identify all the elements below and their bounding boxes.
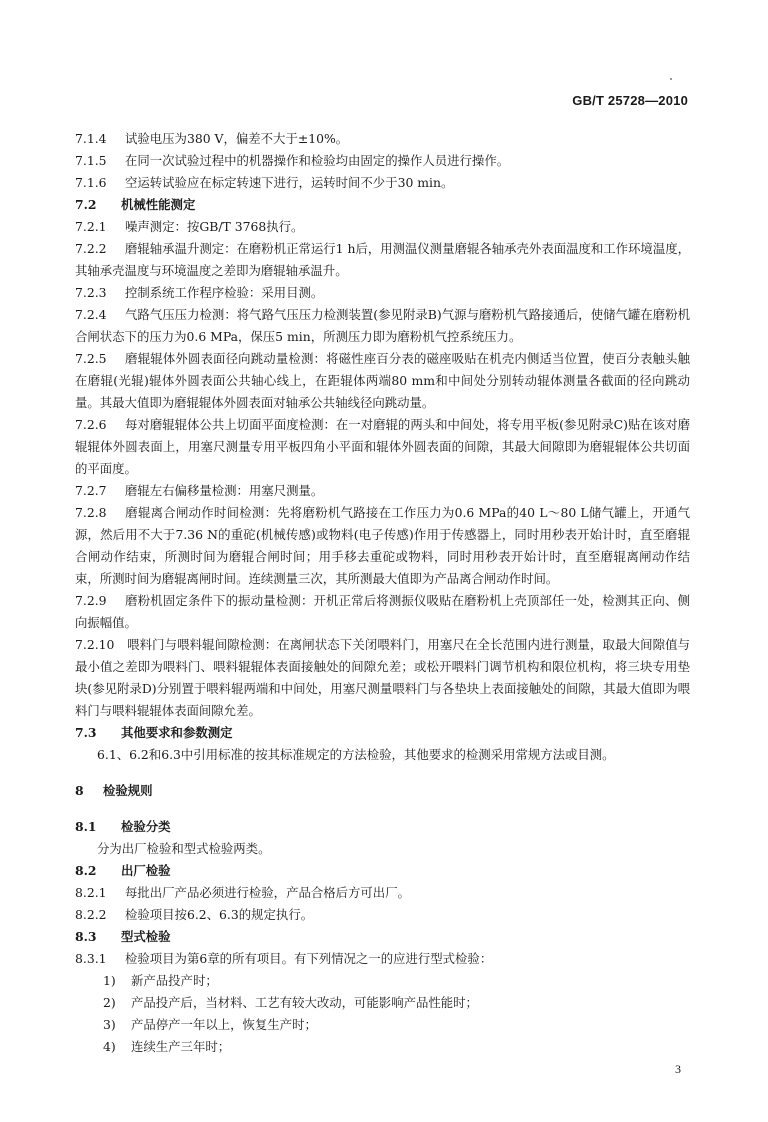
clause-text: 磨辊离合闸动作时间检测：先将磨粉机气路接在工作压力为0.6 MPa的40 L～80 L储气罐上，开通气源，然后用不大于7.36 N的重砣(机械传感)或物料(电子传感)作用于传感器上，同时用秒表开始计时，直至磨辊合闸动作结束，所测时间为磨辊合闸时间；用手移去重砣或物料，同时用秒表开始计时，直至磨辊离闸动作结束，所测时间为磨辊离闸时间。连续测量三次，其所测最大值即为产品离合闸动作时间。 [75,505,690,586]
list-item [75,970,690,992]
clause-number: 7.2.9 [75,593,107,608]
clause-7-2-3 [75,282,690,304]
scan-dot [670,78,672,80]
clause-8-3-1 [75,948,690,970]
list-item [75,1014,690,1036]
clause-7-2-6 [75,414,690,480]
section-number: 8.1 [75,819,97,834]
list-text: 新产品投产时； [131,973,218,988]
clause-7-2-10 [75,634,690,722]
list-number: 2) [103,995,116,1010]
section-number: 7.3 [75,725,97,740]
section-8-1-heading [75,816,690,838]
list-number: 1) [103,973,116,988]
list-text: 连续生产三年时； [131,1039,231,1054]
clause-7-2-2 [75,238,690,282]
list-item [75,1036,690,1058]
clause-text: 磨辊辊体外圆表面径向跳动量检测：将磁性座百分表的磁座吸贴在机壳内侧适当位置，使百分表触头触在磨辊(光辊)辊体外圆表面公共轴心线上，在距辊体两端80 mm和中间处分别转动辊体测量各截面的径向跳动量。其最大值即为磨辊辊体外圆表面对轴承公共轴线径向跳动量。 [75,351,690,410]
clause-8-2-2 [75,904,690,926]
clause-number: 8.2.1 [75,885,107,900]
clause-number: 7.2.7 [75,483,107,498]
clause-number: 7.1.5 [75,153,107,168]
section-7-3-heading [75,722,690,744]
clause-text: 每批出厂产品必须进行检验，产品合格后方可出厂。 [125,885,410,900]
standard-number-header: GB/T 25728—2010 [572,93,688,108]
chapter-number: 8 [75,783,84,798]
clause-7-1-6 [75,172,690,194]
section-title: 出厂检验 [121,863,171,878]
document-body [75,128,690,1058]
clause-7-2-7 [75,480,690,502]
clause-number: 7.1.6 [75,175,107,190]
clause-text: 在同一次试验过程中的机器操作和检验均由固定的操作人员进行操作。 [125,153,510,168]
section-number: 8.2 [75,863,97,878]
section-7-2-heading [75,194,690,216]
clause-7-1-5 [75,150,690,172]
chapter-title: 检验规则 [103,783,153,798]
list-number: 3) [103,1017,116,1032]
section-number: 8.3 [75,929,97,944]
clause-text: 气路气压压力检测：将气路气压压力检测装置(参见附录B)气源与磨粉机气路接通后，使储气罐在磨粉机合闸状态下的压力为0.6 MPa，保压5 min，所测压力即为磨粉机气控系统压力。 [75,307,690,344]
clause-text: 检验项目按6.2、6.3的规定执行。 [125,907,314,922]
clause-number: 8.2.2 [75,907,107,922]
clause-number: 7.1.4 [75,131,107,146]
clause-number: 7.2.5 [75,351,107,366]
clause-7-1-4 [75,128,690,150]
section-8-1-body: 分为出厂检验和型式检验两类。 [97,841,271,856]
clause-7-2-1 [75,216,690,238]
clause-text: 试验电压为380 V，偏差不大于±10%。 [125,131,349,146]
clause-7-2-8 [75,502,690,590]
clause-number: 7.2.1 [75,219,107,234]
chapter-8-heading [75,780,690,802]
clause-number: 7.2.8 [75,505,107,520]
clause-number: 7.2.4 [75,307,107,322]
clause-text: 每对磨辊辊体公共上切面平面度检测：在一对磨辊的两头和中间处，将专用平板(参见附录C)贴在该对磨辊辊体外圆表面上，用塞尺测量专用平板四角小平面和辊体外圆表面的间隙，其最大间隙即为磨辊辊体公共切面的平面度。 [75,417,690,476]
clause-8-2-1 [75,882,690,904]
clause-text: 空运转试验应在标定转速下进行，运转时间不少于30 min。 [125,175,454,190]
section-title: 检验分类 [121,819,171,834]
section-title: 其他要求和参数测定 [121,725,233,740]
section-7-3-body: 6.1、6.2和6.3中引用标准的按其标准规定的方法检验，其他要求的检测采用常规方法或目测。 [97,747,615,762]
clause-number: 8.3.1 [75,951,107,966]
clause-7-2-9 [75,590,690,634]
section-number: 7.2 [75,197,97,212]
clause-7-2-5 [75,348,690,414]
list-text: 产品停产一年以上，恢复生产时； [131,1017,317,1032]
list-item [75,992,690,1014]
clause-text: 控制系统工作程序检验：采用目测。 [125,285,324,300]
clause-text: 噪声测定：按GB/T 3768执行。 [125,219,304,234]
clause-text: 磨辊轴承温升测定：在磨粉机正常运行1 h后，用测温仪测量磨辊各轴承壳外表面温度和工作环境温度，其轴承壳温度与环境温度之差即为磨辊轴承温升。 [75,241,690,278]
section-title: 机械性能测定 [121,197,196,212]
clause-7-2-4 [75,304,690,348]
clause-number: 7.2.3 [75,285,107,300]
section-8-3-heading [75,926,690,948]
clause-number: 7.2.10 [75,637,115,652]
clause-number: 7.2.2 [75,241,107,256]
clause-text: 磨辊左右偏移量检测：用塞尺测量。 [125,483,324,498]
list-number: 4) [103,1039,116,1054]
clause-text: 喂料门与喂料辊间隙检测：在离闸状态下关闭喂料门，用塞尺在全长范围内进行测量，取最大间隙值与最小值之差即为喂料门、喂料辊辊体表面接触处的间隙允差；或松开喂料门调节机构和限位机构，将三块专用垫块(参见附录D)分别置于喂料辊两端和中间处，用塞尺测量喂料门与各垫块上表面接触处的间隙，其最大值即为喂料门与喂料辊辊体表面间隙允差。 [75,637,690,718]
list-text: 产品投产后，当材料、工艺有较大改动，可能影响产品性能时； [131,995,478,1010]
clause-text: 磨粉机固定条件下的振动量检测：开机正常后将测振仪吸贴在磨粉机上壳顶部任一处，检测其正向、侧向振幅值。 [75,593,690,630]
page-number: 3 [675,1062,681,1076]
section-8-2-heading [75,860,690,882]
clause-number: 7.2.6 [75,417,107,432]
clause-text: 检验项目为第6章的所有项目。有下列情况之一的应进行型式检验： [125,951,493,966]
section-title: 型式检验 [121,929,171,944]
